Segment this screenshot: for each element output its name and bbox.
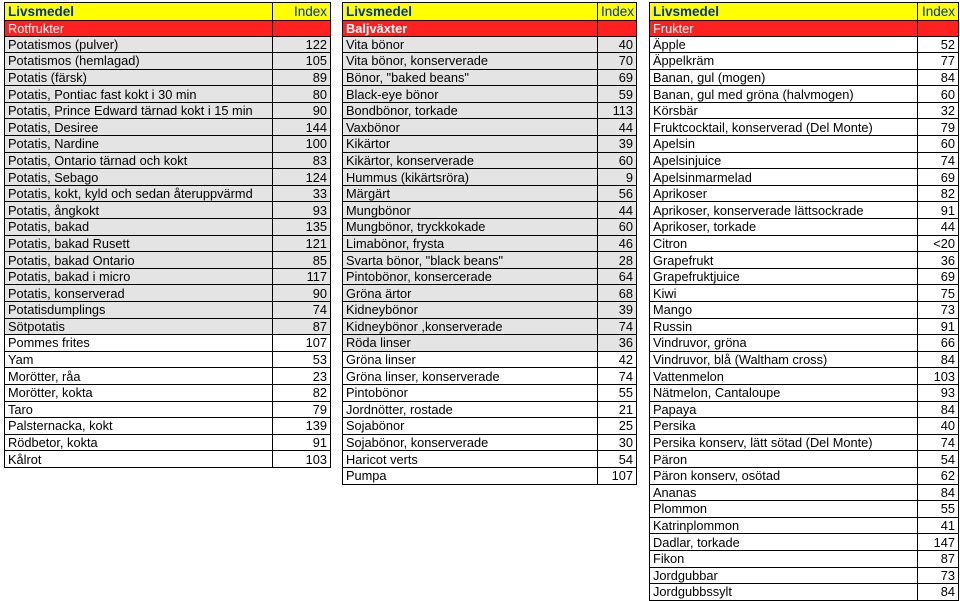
food-name-cell: Yam: [5, 351, 273, 368]
gi-index-cell: 90: [273, 102, 331, 119]
gi-table-frukter: [649, 2, 959, 601]
table-row: [5, 185, 331, 202]
gi-index-cell: 42: [598, 351, 637, 368]
table-row: [5, 169, 331, 186]
food-name-cell: Aprikoser: [650, 185, 918, 202]
food-name-cell: Apelsinjuice: [650, 152, 918, 169]
table-row: [343, 219, 637, 236]
gi-index-cell: 60: [598, 152, 637, 169]
table-row: [343, 351, 637, 368]
gi-index-cell: 25: [598, 418, 637, 435]
gi-index-cell: 56: [598, 185, 637, 202]
gi-index-cell: 84: [918, 69, 959, 86]
gi-index-cell: 41: [918, 517, 959, 534]
gi-index-cell: 100: [273, 136, 331, 153]
table-row: [650, 517, 959, 534]
food-name-cell: Plommon: [650, 501, 918, 518]
gi-index-cell: 84: [918, 584, 959, 601]
food-name-cell: Jordgubbssylt: [650, 584, 918, 601]
food-name-cell: Rödbetor, kokta: [5, 434, 273, 451]
food-name-cell: Nätmelon, Cantaloupe: [650, 384, 918, 401]
table-row: [5, 285, 331, 302]
table-row: [5, 152, 331, 169]
gi-index-cell: 46: [598, 235, 637, 252]
food-name-cell: Potatis, Nardine: [5, 136, 273, 153]
gi-index-cell: 21: [598, 401, 637, 418]
table-row: [343, 169, 637, 186]
table-row: [5, 268, 331, 285]
food-name-cell: Aprikoser, torkade: [650, 219, 918, 236]
table-row: [343, 119, 637, 136]
table-row: [650, 335, 959, 352]
table-row: [343, 268, 637, 285]
gi-index-cell: 93: [273, 202, 331, 219]
food-name-cell: Mango: [650, 302, 918, 319]
table-row: [650, 567, 959, 584]
gi-index-cell: 122: [273, 36, 331, 53]
gi-index-cell: 66: [918, 335, 959, 352]
table-row: [343, 36, 637, 53]
food-name-cell: Russin: [650, 318, 918, 335]
table-row: [650, 86, 959, 103]
food-name-cell: Persika: [650, 418, 918, 435]
gi-index-cell: 84: [918, 401, 959, 418]
table-row: [5, 418, 331, 435]
food-name-cell: Fruktcocktail, konserverad (Del Monte): [650, 119, 918, 136]
food-name-cell: Bönor, "baked beans": [343, 69, 598, 86]
gi-index-cell: 9: [598, 169, 637, 186]
table-row: [5, 368, 331, 385]
gi-index-cell: 121: [273, 235, 331, 252]
gi-index-cell: 90: [273, 285, 331, 302]
food-name-cell: Citron: [650, 235, 918, 252]
gi-index-cell: 74: [918, 152, 959, 169]
gi-index-cell: 60: [918, 86, 959, 103]
gi-index-cell: 91: [918, 318, 959, 335]
table-row: [650, 368, 959, 385]
table-row: [5, 53, 331, 70]
table-row: [343, 302, 637, 319]
section-header-row: [650, 21, 959, 37]
gi-index-cell: 55: [918, 501, 959, 518]
gi-index-cell: 103: [273, 451, 331, 468]
table-row: [343, 136, 637, 153]
food-name-cell: Ananas: [650, 484, 918, 501]
table-row: [5, 252, 331, 269]
table-row: [650, 202, 959, 219]
gi-index-cell: 36: [918, 252, 959, 269]
food-name-cell: Vindruvor, gröna: [650, 335, 918, 352]
table-row: [343, 384, 637, 401]
table-row: [650, 285, 959, 302]
gi-index-cell: 68: [598, 285, 637, 302]
column-header-livsmedel: Livsmedel: [343, 3, 598, 21]
gi-index-cell: 40: [918, 418, 959, 435]
gi-index-cell: 74: [598, 368, 637, 385]
food-name-cell: Jordgubbar: [650, 567, 918, 584]
table-row: [5, 102, 331, 119]
gi-index-cell: 39: [598, 302, 637, 319]
table-row: [650, 36, 959, 53]
table-row: [650, 268, 959, 285]
table-row: [343, 86, 637, 103]
table-row: [650, 119, 959, 136]
table-row: [343, 368, 637, 385]
food-name-cell: Kidneybönor: [343, 302, 598, 319]
food-name-cell: Kålrot: [5, 451, 273, 468]
food-name-cell: Sötpotatis: [5, 318, 273, 335]
gi-index-cell: 28: [598, 252, 637, 269]
food-name-cell: Palsternacka, kokt: [5, 418, 273, 435]
gi-index-cell: 87: [918, 550, 959, 567]
gi-index-cell: 82: [273, 384, 331, 401]
table-row: [650, 252, 959, 269]
food-name-cell: Potatis, bakad: [5, 219, 273, 236]
food-name-cell: Äpple: [650, 36, 918, 53]
food-name-cell: Märgärt: [343, 185, 598, 202]
gi-index-cell: 36: [598, 335, 637, 352]
food-name-cell: Haricot verts: [343, 451, 598, 468]
table-row: [650, 451, 959, 468]
food-name-cell: Potatis, bakad i micro: [5, 268, 273, 285]
table-row: [650, 501, 959, 518]
food-name-cell: Sojabönor, konserverade: [343, 434, 598, 451]
table-row: [5, 69, 331, 86]
food-name-cell: Vindruvor, blå (Waltham cross): [650, 351, 918, 368]
table-header-row: [650, 3, 959, 21]
food-name-cell: Fikon: [650, 550, 918, 567]
table-row: [5, 384, 331, 401]
gi-index-cell: 52: [918, 36, 959, 53]
food-name-cell: Apelsinmarmelad: [650, 169, 918, 186]
food-name-cell: Potatis, ångkokt: [5, 202, 273, 219]
gi-index-cell: <20: [918, 235, 959, 252]
gi-index-cell: 62: [918, 467, 959, 484]
table-row: [5, 202, 331, 219]
gi-index-cell: 54: [598, 451, 637, 468]
table-row: [5, 136, 331, 153]
gi-index-cell: 117: [273, 268, 331, 285]
food-name-cell: Röda linser: [343, 335, 598, 352]
gi-index-cell: 135: [273, 219, 331, 236]
table-row: [343, 285, 637, 302]
food-name-cell: Kikärtor: [343, 136, 598, 153]
table-row: [5, 434, 331, 451]
gi-index-cell: 75: [918, 285, 959, 302]
table-header-row: [5, 3, 331, 21]
food-name-cell: Dadlar, torkade: [650, 534, 918, 551]
table-row: [343, 335, 637, 352]
food-name-cell: Kikärtor, konserverade: [343, 152, 598, 169]
gi-index-cell: 74: [273, 302, 331, 319]
gi-index-cell: 60: [918, 136, 959, 153]
column-header-index: Index: [918, 3, 959, 21]
table-row: [650, 550, 959, 567]
gi-index-cell: 69: [598, 69, 637, 86]
food-name-cell: Mungbönor, tryckkokade: [343, 219, 598, 236]
food-name-cell: Sojabönor: [343, 418, 598, 435]
food-name-cell: Kiwi: [650, 285, 918, 302]
gi-index-cell: 105: [273, 53, 331, 70]
gi-index-cell: 144: [273, 119, 331, 136]
gi-index-cell: 107: [273, 335, 331, 352]
food-name-cell: Mungbönor: [343, 202, 598, 219]
food-name-cell: Potatis, Sebago: [5, 169, 273, 186]
gi-index-cell: 82: [918, 185, 959, 202]
food-name-cell: Grapefrukt: [650, 252, 918, 269]
table-row: [650, 534, 959, 551]
gi-index-cell: 64: [598, 268, 637, 285]
table-row: [343, 252, 637, 269]
food-name-cell: Pintobönor, konsercerade: [343, 268, 598, 285]
food-name-cell: Gröna linser, konserverade: [343, 368, 598, 385]
food-name-cell: Aprikoser, konserverade lättsockrade: [650, 202, 918, 219]
gi-index-cell: 77: [918, 53, 959, 70]
food-name-cell: Banan, gul med gröna (halvmogen): [650, 86, 918, 103]
food-name-cell: Potatis, kokt, kyld och sedan återuppvärmd: [5, 185, 273, 202]
food-name-cell: Gröna ärtor: [343, 285, 598, 302]
food-name-cell: Vita bönor, konserverade: [343, 53, 598, 70]
food-name-cell: Gröna linser: [343, 351, 598, 368]
table-row: [650, 53, 959, 70]
gi-index-cell: 53: [273, 351, 331, 368]
gi-index-cell: 70: [598, 53, 637, 70]
section-header-row: [5, 21, 331, 37]
gi-index-cell: 30: [598, 434, 637, 451]
gi-index-cell: 103: [918, 368, 959, 385]
table-row: [343, 418, 637, 435]
table-row: [5, 235, 331, 252]
table-row: [5, 36, 331, 53]
gi-index-cell: 74: [918, 434, 959, 451]
food-name-cell: Apelsin: [650, 136, 918, 153]
food-name-cell: Potatis, Prince Edward tärnad kokt i 15 min: [5, 102, 273, 119]
food-name-cell: Potatis, bakad Rusett: [5, 235, 273, 252]
table-row: [650, 418, 959, 435]
section-title: Frukter: [650, 21, 918, 37]
gi-index-cell: 32: [918, 102, 959, 119]
column-header-index: Index: [273, 3, 331, 21]
gi-index-cell: 74: [598, 318, 637, 335]
gi-index-cell: 33: [273, 185, 331, 202]
gi-index-cell: 113: [598, 102, 637, 119]
gi-index-cell: 44: [598, 202, 637, 219]
food-name-cell: Jordnötter, rostade: [343, 401, 598, 418]
gi-index-cell: 84: [918, 484, 959, 501]
gi-index-cell: 83: [273, 152, 331, 169]
food-name-cell: Vaxbönor: [343, 119, 598, 136]
gi-index-cell: 147: [918, 534, 959, 551]
table-row: [650, 136, 959, 153]
food-name-cell: Hummus (kikärtsröra): [343, 169, 598, 186]
table-row: [650, 401, 959, 418]
column-header-livsmedel: Livsmedel: [650, 3, 918, 21]
gi-index-cell: 91: [918, 202, 959, 219]
food-name-cell: Potatis, bakad Ontario: [5, 252, 273, 269]
gi-index-cell: 85: [273, 252, 331, 269]
gi-index-cell: 139: [273, 418, 331, 435]
gi-index-cell: 73: [918, 302, 959, 319]
food-name-cell: Kidneybönor ,konserverade: [343, 318, 598, 335]
food-name-cell: Morötter, råa: [5, 368, 273, 385]
gi-index-cell: 84: [918, 351, 959, 368]
table-row: [343, 451, 637, 468]
table-row: [650, 219, 959, 236]
gi-index-cell: 59: [598, 86, 637, 103]
gi-index-cell: 60: [598, 219, 637, 236]
table-row: [343, 235, 637, 252]
section-blank-cell: [598, 21, 637, 37]
food-name-cell: Pommes frites: [5, 335, 273, 352]
section-title: Baljväxter: [343, 21, 598, 37]
table-row: [343, 434, 637, 451]
gi-index-cell: 73: [918, 567, 959, 584]
table-row: [650, 169, 959, 186]
table-row: [650, 302, 959, 319]
table-row: [5, 318, 331, 335]
food-name-cell: Vattenmelon: [650, 368, 918, 385]
section-header-row: [343, 21, 637, 37]
gi-index-cell: 79: [918, 119, 959, 136]
section-blank-cell: [273, 21, 331, 37]
section-blank-cell: [918, 21, 959, 37]
gi-index-cell: 107: [598, 467, 637, 484]
table-row: [650, 584, 959, 601]
table-row: [5, 351, 331, 368]
food-name-cell: Körsbär: [650, 102, 918, 119]
table-row: [343, 401, 637, 418]
food-name-cell: Potatis, Desiree: [5, 119, 273, 136]
gi-index-cell: 93: [918, 384, 959, 401]
gi-table-rotfrukter: [4, 2, 331, 468]
gi-index-cell: 44: [598, 119, 637, 136]
column-header-livsmedel: Livsmedel: [5, 3, 273, 21]
table-row: [343, 152, 637, 169]
table-row: [343, 185, 637, 202]
food-name-cell: Papaya: [650, 401, 918, 418]
gi-index-cell: 23: [273, 368, 331, 385]
table-row: [343, 53, 637, 70]
table-row: [5, 86, 331, 103]
table-row: [343, 202, 637, 219]
table-row: [5, 451, 331, 468]
column-header-index: Index: [598, 3, 637, 21]
food-name-cell: Päron: [650, 451, 918, 468]
table-row: [343, 467, 637, 484]
table-row: [650, 185, 959, 202]
food-name-cell: Potatis, Ontario tärnad och kokt: [5, 152, 273, 169]
gi-index-cell: 40: [598, 36, 637, 53]
table-row: [650, 152, 959, 169]
table-row: [650, 351, 959, 368]
gi-index-cell: 39: [598, 136, 637, 153]
section-title: Rotfrukter: [5, 21, 273, 37]
gi-index-cell: 69: [918, 169, 959, 186]
gi-index-cell: 91: [273, 434, 331, 451]
food-name-cell: Potatisdumplings: [5, 302, 273, 319]
table-row: [5, 401, 331, 418]
gi-index-cell: 89: [273, 69, 331, 86]
food-name-cell: Taro: [5, 401, 273, 418]
food-name-cell: Potatis (färsk): [5, 69, 273, 86]
food-name-cell: Svarta bönor, "black beans": [343, 252, 598, 269]
gi-index-cell: 69: [918, 268, 959, 285]
table-header-row: [343, 3, 637, 21]
table-row: [650, 318, 959, 335]
gi-index-cell: 54: [918, 451, 959, 468]
table-row: [343, 102, 637, 119]
food-name-cell: Pintobönor: [343, 384, 598, 401]
gi-table-baljvaxter: [342, 2, 637, 485]
food-name-cell: Katrinplommon: [650, 517, 918, 534]
gi-index-cell: 55: [598, 384, 637, 401]
food-name-cell: Banan, gul (mogen): [650, 69, 918, 86]
food-name-cell: Bondbönor, torkade: [343, 102, 598, 119]
gi-index-cell: 44: [918, 219, 959, 236]
food-name-cell: Päron konserv, osötad: [650, 467, 918, 484]
table-row: [650, 102, 959, 119]
table-row: [650, 235, 959, 252]
table-row: [650, 467, 959, 484]
food-name-cell: Potatismos (pulver): [5, 36, 273, 53]
table-row: [650, 484, 959, 501]
food-name-cell: Potatismos (hemlagad): [5, 53, 273, 70]
table-row: [5, 219, 331, 236]
food-name-cell: Pumpa: [343, 467, 598, 484]
food-name-cell: Vita bönor: [343, 36, 598, 53]
gi-index-cell: 79: [273, 401, 331, 418]
gi-index-cell: 80: [273, 86, 331, 103]
food-name-cell: Grapefruktjuice: [650, 268, 918, 285]
food-name-cell: Potatis, Pontiac fast kokt i 30 min: [5, 86, 273, 103]
table-row: [650, 69, 959, 86]
table-row: [5, 302, 331, 319]
table-row: [5, 335, 331, 352]
table-row: [343, 69, 637, 86]
gi-index-cell: 87: [273, 318, 331, 335]
food-name-cell: Persika konserv, lätt sötad (Del Monte): [650, 434, 918, 451]
table-row: [5, 119, 331, 136]
food-name-cell: Äppelkräm: [650, 53, 918, 70]
food-name-cell: Morötter, kokta: [5, 384, 273, 401]
food-name-cell: Limabönor, frysta: [343, 235, 598, 252]
food-name-cell: Black-eye bönor: [343, 86, 598, 103]
food-name-cell: Potatis, konserverad: [5, 285, 273, 302]
gi-index-cell: 124: [273, 169, 331, 186]
table-row: [343, 318, 637, 335]
table-row: [650, 434, 959, 451]
table-row: [650, 384, 959, 401]
